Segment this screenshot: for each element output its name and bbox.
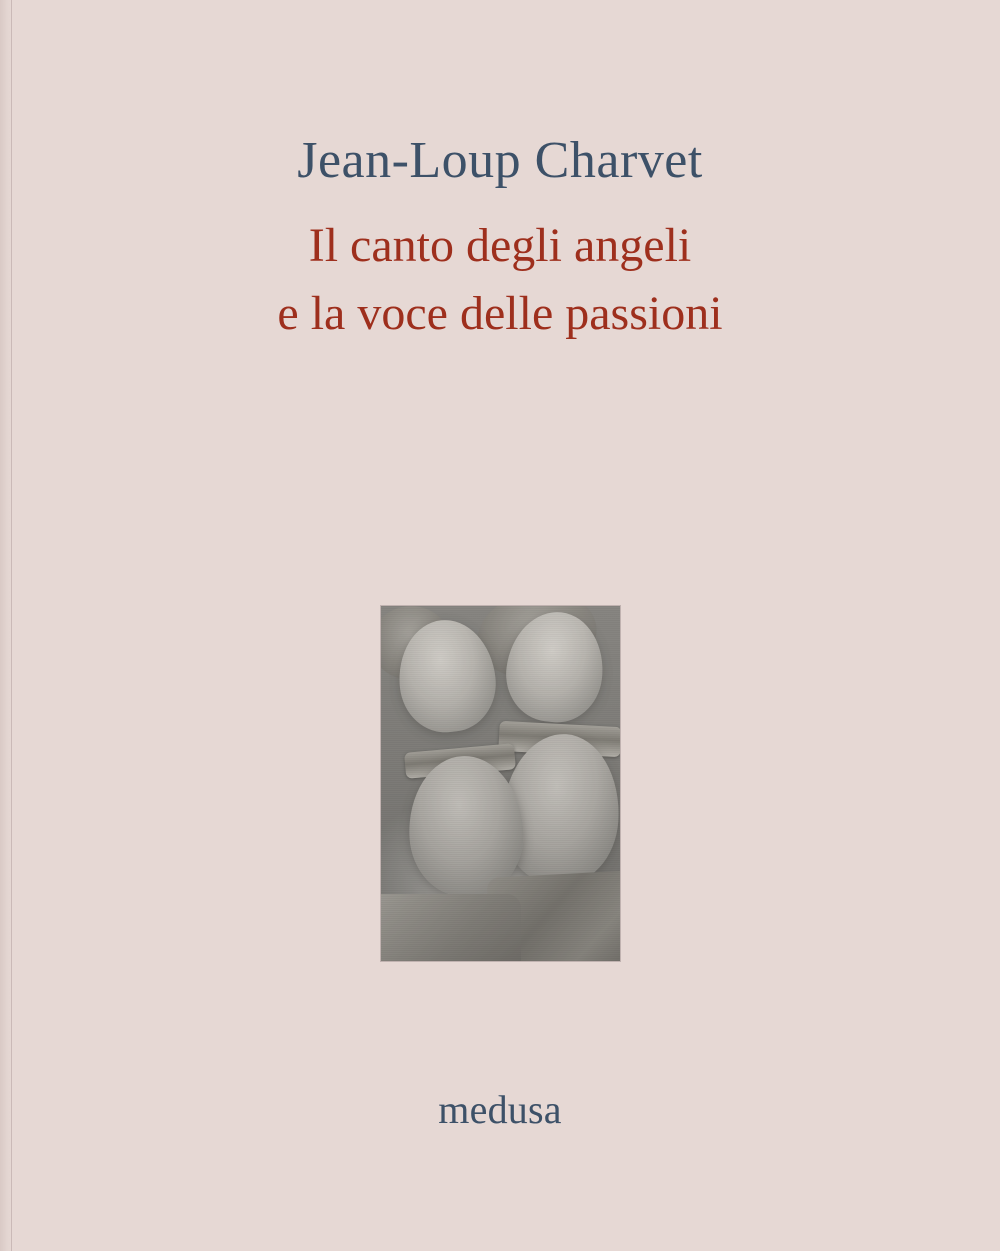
author-name: Jean-Loup Charvet bbox=[297, 132, 703, 189]
title-line-1: Il canto degli angeli bbox=[308, 219, 692, 272]
artwork-shading-overlay bbox=[381, 606, 620, 961]
book-title bbox=[0, 212, 1000, 348]
cover-artwork-singing-angels bbox=[381, 606, 620, 961]
title-line-2: e la voce delle passioni bbox=[277, 287, 723, 341]
publisher-name: medusa bbox=[438, 1087, 562, 1132]
